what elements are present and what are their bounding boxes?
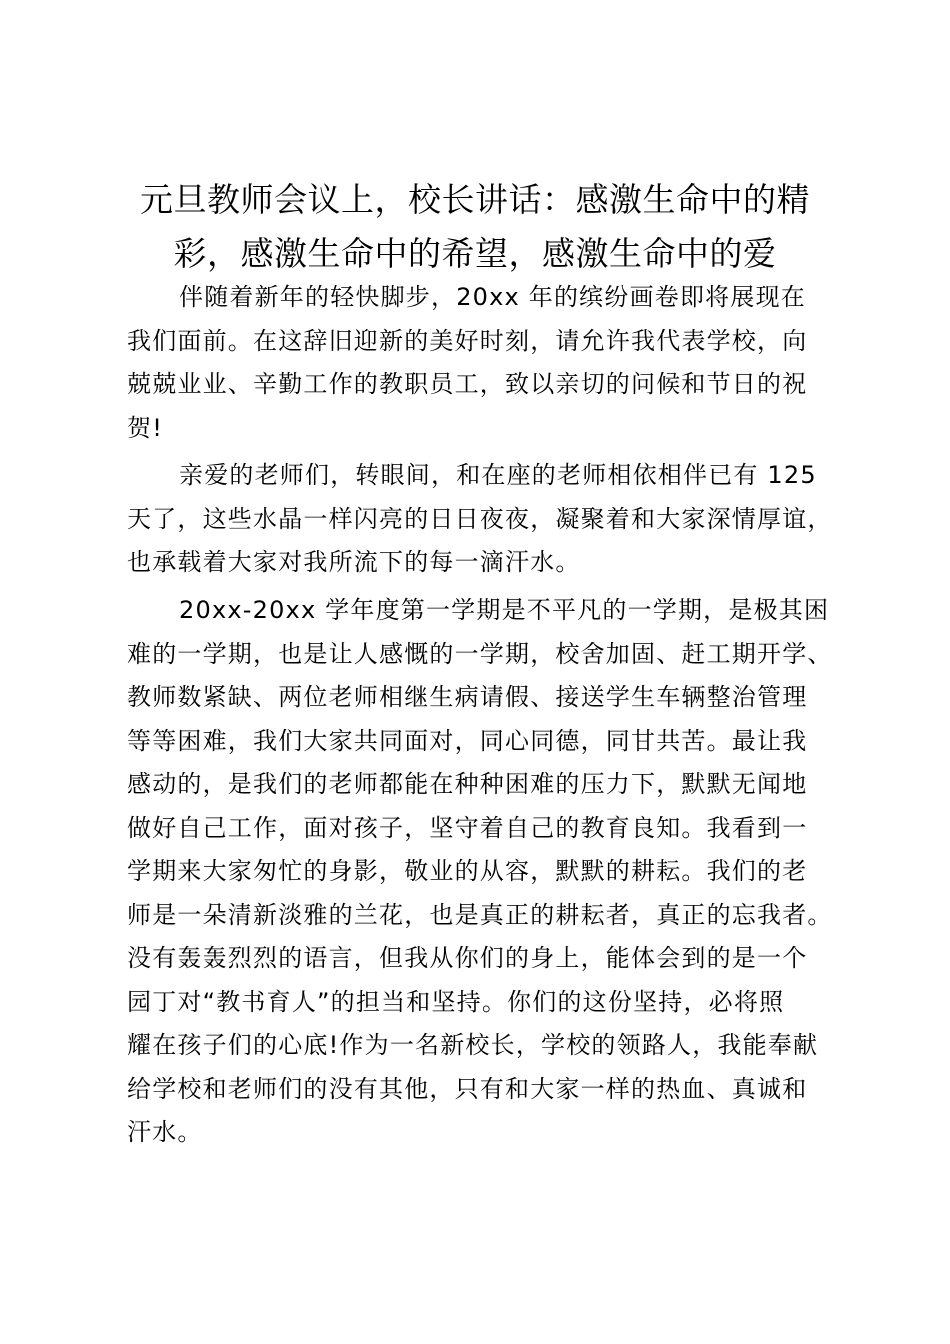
text-line: 耀在孩子们的心底!作为一名新校长，学校的领路人，我能奉献 bbox=[127, 1031, 819, 1059]
text-line: 也承载着大家对我所流下的每一滴汗水。 bbox=[127, 548, 581, 576]
text-line: 我们面前。在这辞旧迎新的美好时刻，请允许我代表学校，向 bbox=[127, 326, 808, 355]
title-line: 元旦教师会议上，校长讲话：感激生命中的精 bbox=[140, 180, 810, 219]
text-line: 伴随着新年的轻快脚步，20xx 年的缤纷画卷即将展现在 bbox=[179, 283, 806, 311]
text-line: 亲爱的老师们，转眼间，和在座的老师相依相伴已有 125 bbox=[179, 461, 817, 489]
text-line: 20xx-20xx 学年度第一学期是不平凡的一学期，是极其困 bbox=[179, 596, 830, 624]
text-line: 天了，这些水晶一样闪亮的日日夜夜，凝聚着和大家深情厚谊， bbox=[127, 504, 833, 533]
text-line: 感动的，是我们的老师都能在种种困难的压力下，默默无闻地 bbox=[127, 770, 808, 798]
text-line: 等等困难，我们大家共同面对，同心同德，同甘共苦。最让我 bbox=[127, 726, 808, 755]
text-line: 做好自己工作，面对孩子，坚守着自己的教育良知。我看到一 bbox=[127, 813, 808, 842]
paragraph-semester bbox=[127, 589, 847, 1155]
text-line: 园丁对“教书育人”的担当和坚持。你们的这份坚持，必将照 bbox=[127, 987, 785, 1016]
text-line: 师是一朵清新淡雅的兰花，也是真正的耕耘者，真正的忘我者。 bbox=[127, 900, 833, 929]
text-line: 教师数紧缺、两位老师相继生病请假、接送学生车辆整治管理 bbox=[127, 683, 808, 711]
text-line: 学期来大家匆忙的身影，敬业的从容，默默的耕耘。我们的老 bbox=[127, 857, 808, 885]
text-line: 兢兢业业、辛勤工作的教职员工，致以亲切的问候和节日的祝 bbox=[127, 370, 808, 398]
paragraph-teachers bbox=[127, 454, 847, 585]
paragraph-greeting bbox=[127, 276, 847, 450]
text-line: 难的一学期，也是让人感慨的一学期，校舍加固、赶工期开学、 bbox=[127, 639, 833, 668]
document-title bbox=[110, 173, 840, 281]
text-line: 汗水。 bbox=[127, 1118, 203, 1146]
text-line: 给学校和老师们的没有其他，只有和大家一样的热血、真诚和 bbox=[127, 1074, 808, 1103]
text-line: 贺! bbox=[127, 413, 164, 442]
text-line: 没有轰轰烈烈的语言，但我从你们的身上，能体会到的是一个 bbox=[127, 944, 808, 972]
title-line: 彩，感激生命中的希望，感激生命中的爱 bbox=[173, 234, 777, 273]
